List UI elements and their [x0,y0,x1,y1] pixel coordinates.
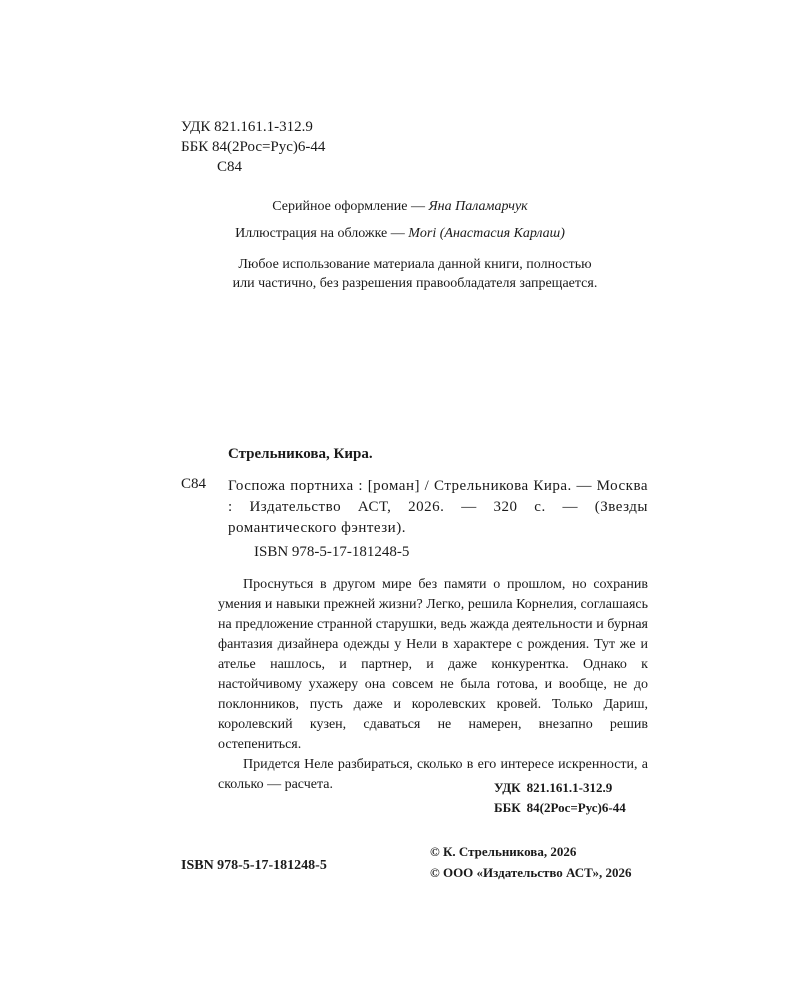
series-design-credit [0,199,800,215]
bibliographic-description: Госпожа портниха : [роман] / Стрельникова Кира. — Москва : Издательство АСТ, 2026. — 320 с. — (Звезды романтического фэнтези). [228,478,648,536]
copyright-author: © К. Стрельникова, 2026 [430,844,577,859]
bbk-value: 84(2Рос=Рус)6-44 [526,800,626,815]
cover-illustration-label: Иллюстрация на обложке — [235,226,409,241]
cover-illustration-credit [0,226,800,242]
bbk-line [494,798,626,818]
udk-label: УДК [494,780,521,795]
annotation-paragraph-2: Придется Неле разбираться, сколько в его интересе искренности, а сколько — расчета. [218,757,648,792]
isbn-footer: ISBN 978-5-17-181248-5 [181,858,327,873]
annotation-paragraph-1: Проснуться в другом мире без памяти о прошлом, но сохранив умения и навыки прежней жизни? Легко, решила Корнелия, соглашаясь на предложение странной старушки, ведь жажда деятельности и бурная фантазия дизайнера одежды у Нели в характере с рождения. Тут же и ателье нашлось, и партнер, и даже конкурентка. Однако к настойчивому ухажеру она совсем не была готова, и вообще, не до поклонников, пусть даже и королевских кровей. Только Дариш, королевский кузен, сдаваться не намерен, внезапно решив остепениться. [218,577,648,752]
series-design-label: Серийное оформление — [272,199,429,214]
copyright-publisher: © ООО «Издательство АСТ», 2026 [430,865,632,880]
classification-block-bottom [494,778,626,818]
author-heading: Стрельникова, Кира. [228,446,373,462]
bbk-code: ББК 84(2Рос=Рус)6-44 [181,139,326,155]
classification-block-top [181,117,325,177]
book-annotation [218,575,648,795]
rights-line-1: Любое использование материала данной книги, полностью [238,257,592,272]
udk-value: 821.161.1-312.9 [526,780,613,795]
rights-notice [0,255,800,293]
cover-illustrator-name: Mori (Анастасия Карлаш) [408,226,565,241]
rights-line-2: или частично, без разрешения правообладателя запрещается. [232,276,598,291]
bibliography-author-mark: С84 [181,476,207,492]
author-mark: С84 [217,159,243,175]
bbk-label: ББК [494,800,521,815]
copyright-block [430,841,632,883]
isbn-bibliographic: ISBN 978-5-17-181248-5 [254,544,410,560]
udk-code: УДК 821.161.1-312.9 [181,119,313,135]
udk-line [494,778,626,798]
series-designer-name: Яна Паламарчук [428,199,528,214]
